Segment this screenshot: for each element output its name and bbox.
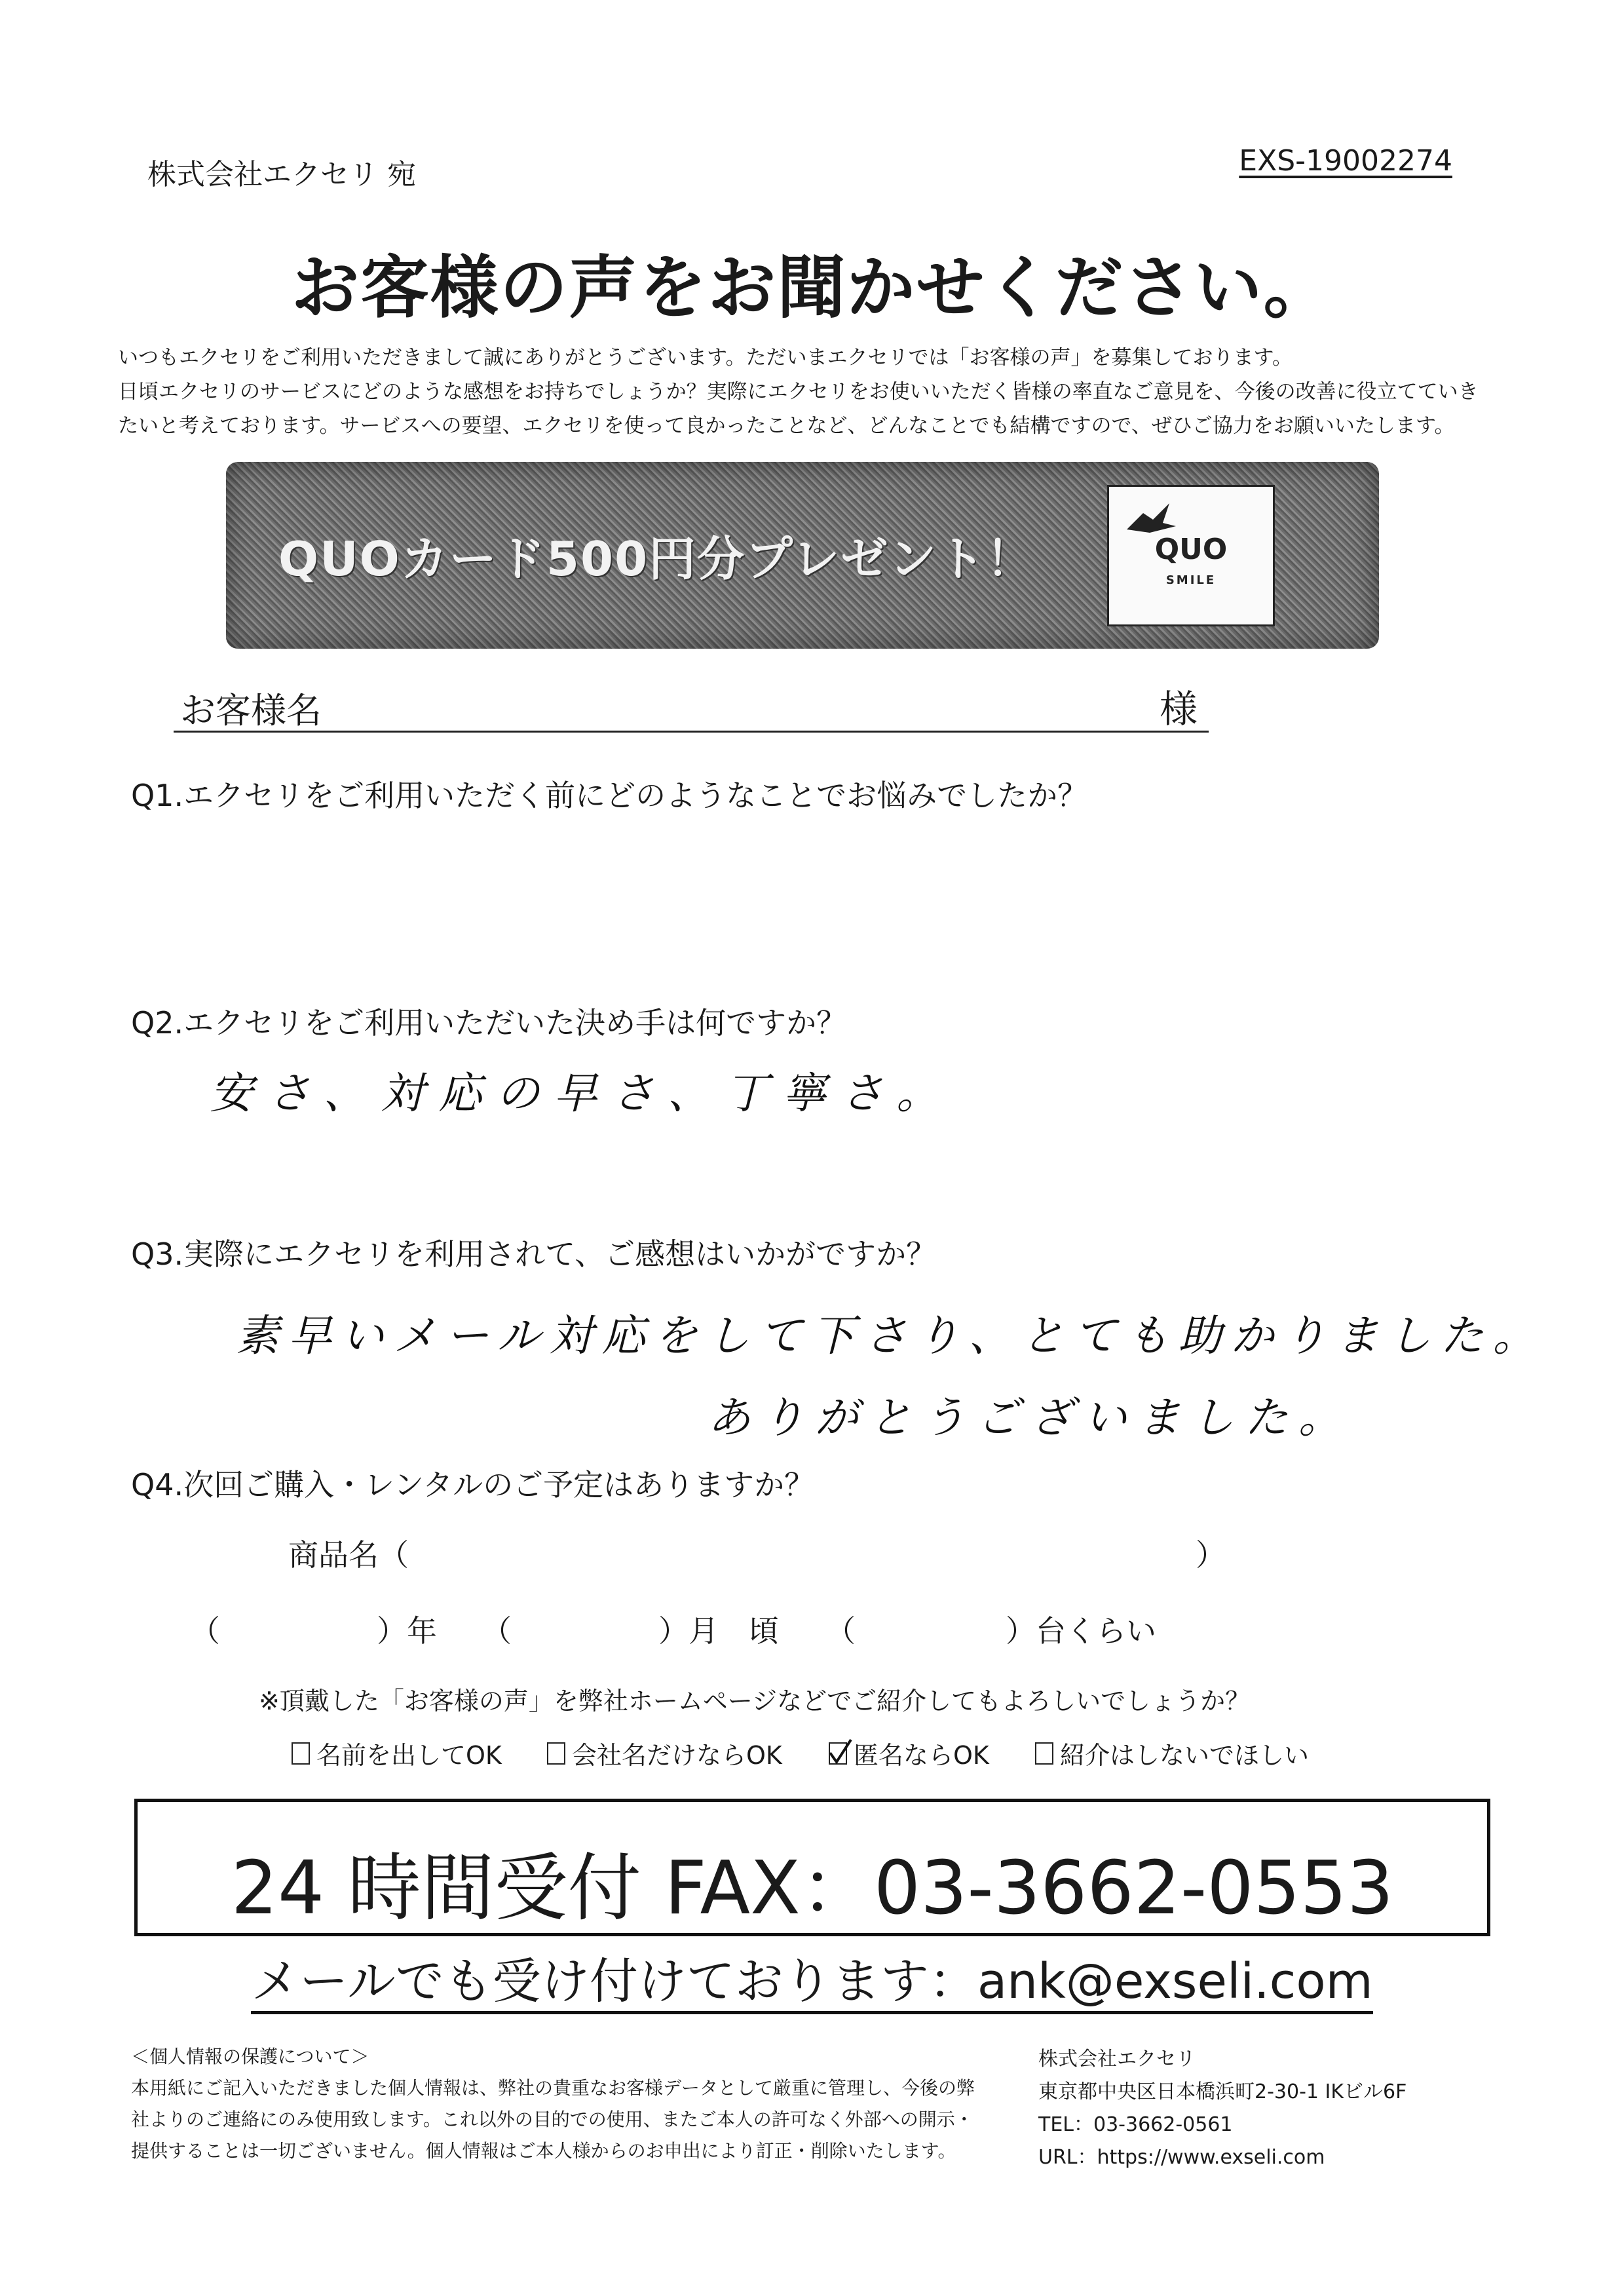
mail-notice (0, 1943, 1624, 2012)
consent-option-company-ok[interactable] (547, 1735, 782, 1771)
question-3: Q3.実際にエクセリを利用されて、ご感想はいかがですか？ (131, 1236, 937, 1272)
mail-address-text: メールでも受け付けております：ank@exseli.com (251, 1953, 1372, 2014)
question-4: Q4.次回ご購入・レンタルのご予定はありますか？ (131, 1467, 815, 1502)
month-open-paren: （ (482, 1613, 512, 1649)
product-name-label: 商品名（ (288, 1537, 409, 1573)
consent-option-name-ok[interactable] (292, 1735, 502, 1771)
company-info (1038, 2043, 1407, 2174)
month-label: ）月 頃 (658, 1613, 779, 1649)
consent-option-label: 紹介はしないでほしい (1060, 1741, 1310, 1770)
consent-option-label: 匿名ならOK (854, 1741, 989, 1770)
banner-text: QUOカード500円分プレゼント！ (278, 531, 1035, 586)
intro-line-1: いつもエクセリをご利用いただきまして誠にありがとうございます。ただいまエクセリでは「お客様の声」を募集しております。 (118, 346, 1293, 370)
document-id: EXS-19002274 (1239, 144, 1452, 178)
company-name: 株式会社エクセリ (1038, 2048, 1196, 2071)
year-open-paren: （ (190, 1613, 220, 1649)
checkbox[interactable] (292, 1742, 310, 1765)
privacy-line-3: 提供することは一切ございません。個人情報はご本人様からのお申出により訂正・削除いたします。 (131, 2140, 956, 2162)
checkbox[interactable] (1035, 1742, 1053, 1765)
fax-box (134, 1799, 1490, 1936)
privacy-heading: ＜個人情報の保護について＞ (131, 2046, 369, 2067)
question-2: Q2.エクセリをご利用いただいた決め手は何ですか？ (131, 1005, 847, 1041)
product-name-close: ） (1196, 1537, 1226, 1573)
company-url: URL：https://www.exseli.com (1038, 2146, 1325, 2169)
intro-text (118, 341, 1507, 443)
customer-name-label: お客様名 (180, 690, 322, 731)
checkbox-checked[interactable] (829, 1742, 847, 1765)
units-label: ）台くらい (1006, 1613, 1156, 1649)
consent-option-anonymous-ok[interactable] (829, 1735, 989, 1771)
checkbox[interactable] (547, 1742, 565, 1765)
checkmark-icon (827, 1738, 854, 1767)
quo-logo: QUO (1154, 533, 1228, 566)
consent-question: ※頂戴した「お客様の声」を弊社ホームページなどでご紹介してもよろしいでしょうか？ (259, 1687, 1251, 1715)
year-label: ）年 (377, 1613, 437, 1649)
intro-line-3: たいと考えております。サービスへの要望、エクセリを使って良かったことなど、どんなことでも結構ですので、ぜひご協力をお願いいたします。 (118, 414, 1455, 438)
quo-card-banner (226, 462, 1379, 649)
company-address: 東京都中央区日本橋浜町2-30-1 IKビル6F (1038, 2080, 1407, 2103)
privacy-line-2: 社よりのご連絡にのみ使用致します。これ以外の目的での使用、またご本人の許可なく外部への開示・ (131, 2109, 973, 2130)
customer-honorific: 様 (1160, 687, 1198, 731)
privacy-line-1: 本用紙にご記入いただきました個人情報は、弊社の貴重なお客様データとして厳重に管理し、今後の弊 (131, 2077, 975, 2099)
consent-option-label: 名前を出してOK (316, 1741, 502, 1770)
question-3-answer-line-2: ありがとうございました。 (708, 1392, 1352, 1443)
customer-name-field[interactable] (174, 731, 1209, 733)
quo-smile-text: SMILE (1165, 573, 1217, 587)
privacy-notice (131, 2041, 1035, 2167)
question-1: Q1.エクセリをご利用いただく前にどのようなことでお悩みでしたか？ (131, 778, 1088, 813)
consent-option-no-intro[interactable] (1035, 1735, 1309, 1771)
question-2-answer: 安さ、対応の早さ、丁寧さ。 (210, 1068, 954, 1119)
intro-line-2: 日頃エクセリのサービスにどのような感想をお持ちでしょうか？実際にエクセリをお使いいただく皆様の率直なご意見を、今後の改善に役立てていき (118, 380, 1479, 404)
fax-number: 24 時間受付 FAX：03-3662-0553 (231, 1846, 1394, 1931)
page-title: お客様の声をお聞かせください。 (291, 248, 1333, 328)
company-tel: TEL：03-3662-0561 (1038, 2113, 1233, 2136)
units-open-paren: （ (825, 1613, 856, 1649)
question-3-answer-line-1: 素早いメール対応をして下さり、とても助かりました。 (236, 1311, 1545, 1361)
quo-card-image (1107, 485, 1275, 626)
addressee: 株式会社エクセリ 宛 (147, 158, 416, 191)
consent-option-label: 会社名だけならOK (572, 1741, 782, 1770)
